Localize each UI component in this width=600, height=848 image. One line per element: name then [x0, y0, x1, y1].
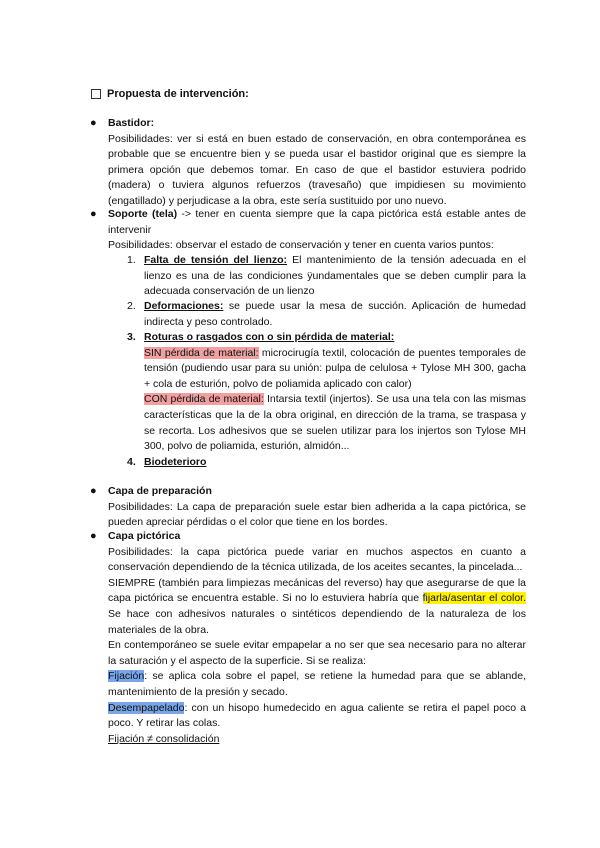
item-title: Biodeterioro — [144, 456, 207, 468]
item-text: El mantenimiento de la tensión adecuada en el lienzo es una de las condiciones ÿundamentales que se deben cumplir para la adecuada conservación de un lienzo — [144, 254, 526, 298]
highlight-sin: SIN pérdida de material: — [144, 346, 259, 359]
list-number: 3. — [127, 331, 136, 343]
highlight-fijarla: fijarla/asentar el color. — [422, 592, 526, 605]
pictorica-heading: Capa pictórica — [108, 530, 181, 542]
soporte-section — [108, 207, 526, 254]
fijacion-consolidacion: Fijación ≠ consolidación — [108, 732, 220, 745]
con-text: Intarsia textil (injertos). Se usa una tela con las mismas características que la de la obra original, en dirección de la trama, se traspasa y se recorta. Los adhesivos que se suelen utilizar para los injertos son Tylose MH 300, polvo de poliamida, esturión, almidón... — [144, 393, 526, 453]
item-title: Falta de tensión del lienzo: — [144, 254, 288, 266]
preparacion-text: Posibilidades: La capa de preparación suele estar bien adherida a la capa pictórica, se pueden apreciar pérdidas o el color que tiene en los bordes. — [108, 500, 526, 529]
list-item — [144, 299, 526, 330]
list-item — [144, 330, 526, 455]
item-title: Roturas o rasgados con o sin pérdida de material: — [144, 331, 395, 343]
item-text: se puede usar la mesa de succión. Aplicación de humedad indirecta y peso controlado. — [144, 300, 526, 328]
sin-text: microcirugía textil, colocación de puentes temporales de tensión (pudiendo usar para su unión: pulpa de celulosa + Tylose MH 300, gacha + cola de esturión, polvo de poliamida aplicado con calor) — [144, 346, 526, 390]
pictorica-p2a: SIEMPRE (también para limpiezas mecánicas del reverso) hay que asegurarse de que la capa pictórica se encuentra estable. Si no lo estuviera habría que — [108, 576, 526, 605]
soporte-heading: Soporte (tela) — [108, 208, 178, 220]
bullet-icon: ● — [90, 208, 97, 220]
preparacion-heading: Capa de preparación — [108, 485, 212, 497]
bullet-icon: ● — [90, 530, 97, 542]
fijacion-text: : se aplica cola sobre el papel, se retiene la humedad para que se ablande, mantenimiento de la presión y secado. — [108, 670, 526, 698]
bastidor-heading: Bastidor: — [108, 117, 155, 129]
preparacion-section — [108, 484, 526, 531]
bastidor-text: Posibilidades: ver si está en buen estado de conservación, en obra contemporánea es probable que se encuentre bien y se pueda usar el bastidor original que es siempre la primera opción que debemos tomar. En caso de que el bastidor estuviera podrido (madera) o tuviera algunos refuerzos (travesaño) que impidiesen su movimiento (engatillado) y perjudicase a la obra, este sería sustituido por uno nuevo. — [108, 132, 526, 207]
highlight-desempapelado: Desempapelado — [108, 701, 185, 714]
title-text: Propuesta de intervención: — [107, 88, 249, 100]
bullet-icon: ● — [90, 117, 97, 129]
bullet-icon: ● — [90, 485, 97, 497]
list-number: 1. — [127, 254, 136, 266]
item-title: Deformaciones: — [144, 300, 224, 312]
highlight-con: CON pérdida de material: — [144, 393, 264, 406]
soporte-heading-rest: -> tener en cuenta siempre que la capa pictórica está estable antes de intervenir — [108, 208, 526, 236]
list-number: 4. — [127, 456, 136, 468]
bastidor-section — [108, 116, 526, 210]
desempapelado-text: : con un hisopo humedecido en agua caliente se retira el papel poco a poco. Y retirar las colas. — [108, 701, 526, 730]
highlight-fijacion: Fijación — [108, 670, 145, 683]
pictorica-p3: En contemporáneo se suele evitar empapelar a no ser que sea necesario para no alterar la saturación y el aspecto de la superficie. Si se realiza: — [108, 639, 526, 667]
pictorica-p2b: Se hace con adhesivos naturales o sintéticos dependiendo de la naturaleza de los materiales de la obra. — [108, 607, 526, 636]
pictorica-section — [108, 529, 526, 747]
list-number: 2. — [127, 300, 136, 312]
section-title — [91, 88, 249, 100]
checkbox-icon[interactable] — [91, 89, 101, 99]
pictorica-p1: Posibilidades: la capa pictórica puede variar en muchos aspectos en cuanto a conservación dependiendo de la técnica utilizada, de los aceites secantes, la pincelada... — [108, 545, 526, 574]
list-item — [144, 253, 526, 300]
soporte-intro: Posibilidades: observar el estado de conservación y tener en cuenta varios puntos: — [108, 239, 494, 252]
list-item — [144, 455, 526, 471]
